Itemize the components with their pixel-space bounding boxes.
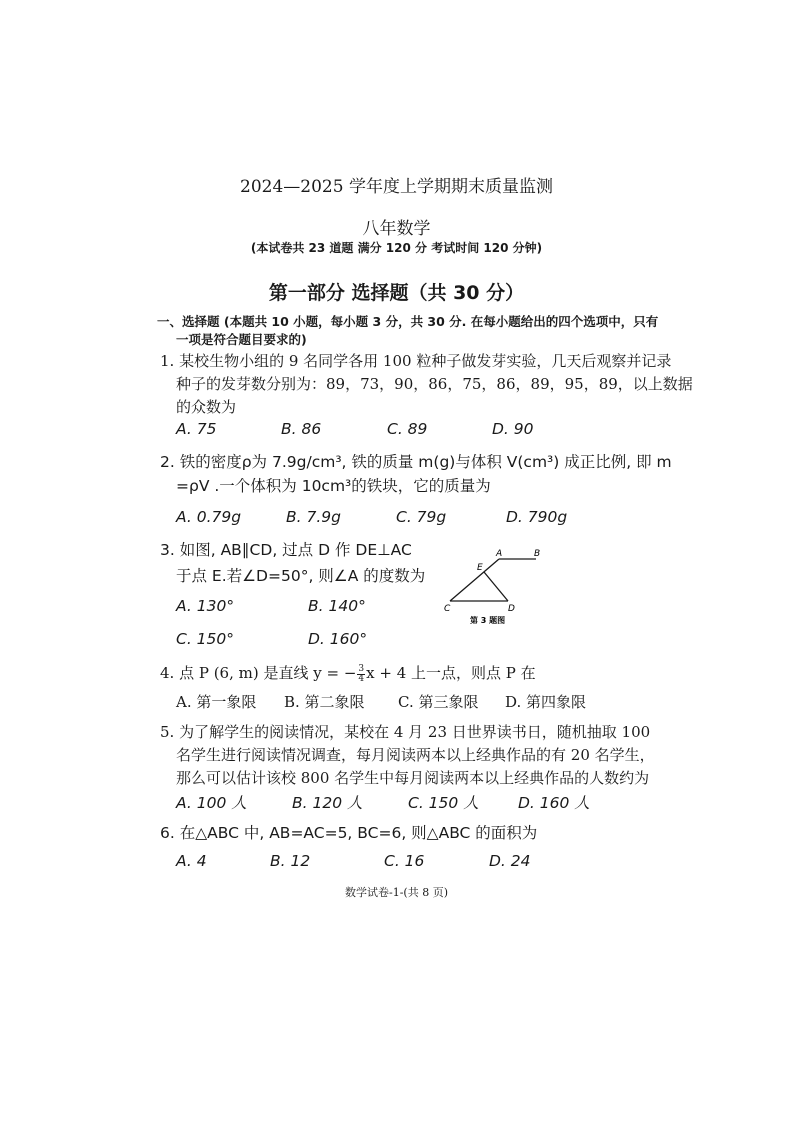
q5-line2: 名学生进行阅读情况调查，每月阅读两本以上经典作品的有 20 名学生， [176,746,655,764]
label-c: C [444,604,451,614]
q3-option-c: C. 150° [176,630,235,648]
page-footer: 数学试卷-1-(共 8 页) [344,886,448,899]
q4-option-c: C. 第三象限 [398,693,479,711]
q5-line1: 5. 为了解学生的阅读情况，某校在 4 月 23 日世界读书日，随机抽取 100 [160,723,651,741]
label-a: A [496,549,503,559]
q3-figure [440,545,550,630]
q4-suffix: x + 4 上一点，则点 P 在 [366,664,536,682]
figure-caption: 第 3 题图 [470,616,506,625]
q1-option-d: D. 90 [492,420,534,438]
q5-option-c: C. 150 人 [408,794,479,812]
label-b: B [534,549,541,559]
q5-option-a: A. 100 人 [176,794,247,812]
q6-line1: 6. 在△ABC 中, AB=AC=5, BC=6, 则△ABC 的面积为 [160,824,538,842]
q2-option-c: C. 79g [396,508,447,526]
q4-option-a: A. 第一象限 [176,693,257,711]
q3-option-b: B. 140° [308,597,366,615]
q1-line1: 1. 某校生物小组的 9 名同学各用 100 粒种子做发芽实验，几天后观察并记录 [160,352,672,370]
label-e: E [477,563,483,573]
q1-option-c: C. 89 [387,420,428,438]
label-d: D [508,604,515,614]
q5-option-b: B. 120 人 [292,794,363,812]
section-instruction-line1: 一、选择题 (本题共 10 小题，每小题 3 分，共 30 分. 在每小题给出的四个选项中，只有 [157,314,659,329]
q2-option-a: A. 0.79g [176,508,242,526]
part-heading: 第一部分 选择题（共 30 分） [268,282,525,304]
q4-frac-num: 3 [358,663,365,674]
q6-option-b: B. 12 [270,852,311,870]
q1-option-b: B. 86 [281,420,322,438]
segment-ac [450,559,499,601]
q6-option-d: D. 24 [489,852,531,870]
q5-option-d: D. 160 人 [518,794,590,812]
q4-fraction [357,665,365,684]
q1-line3: 的众数为 [176,398,237,416]
q3-option-a: A. 130° [176,597,235,615]
exam-note: (本试卷共 23 道题 满分 120 分 考试时间 120 分钟) [250,241,543,255]
q2-line1: 2. 铁的密度ρ为 7.9g/cm³, 铁的质量 m(g)与体积 V(cm³) 成正比例, 即 m [160,453,672,471]
segment-de [484,572,508,601]
q3-line2: 于点 E.若∠D=50°, 则∠A 的度数为 [176,567,426,585]
section-instruction-line2: 一项是符合题目要求的) [176,332,307,347]
q5-line3: 那么可以估计该校 800 名学生中每月阅读两本以上经典作品的人数约为 [176,769,650,787]
q3-option-d: D. 160° [308,630,368,648]
q6-option-a: A. 4 [176,852,207,870]
q4-line1 [160,662,536,684]
q2-option-d: D. 790g [506,508,568,526]
q6-option-c: C. 16 [384,852,425,870]
q4-frac-den: 4 [358,673,365,684]
q4-option-b: B. 第二象限 [284,693,365,711]
q4-prefix: 4. 点 P (6, m) 是直线 y = − [160,664,357,682]
q2-line2: =ρV .一个体积为 10cm³的铁块，它的质量为 [176,477,491,495]
q2-option-b: B. 7.9g [286,508,341,526]
q3-line1: 3. 如图, AB∥CD, 过点 D 作 DE⊥AC [160,541,412,559]
exam-title: 2024—2025 学年度上学期期末质量监测 [240,177,553,197]
q1-option-a: A. 75 [176,420,217,438]
q1-line2: 种子的发芽数分别为：89，73，90，86，75，86，89，95，89，以上数据 [176,375,693,393]
q4-option-d: D. 第四象限 [505,693,587,711]
exam-subject: 八年数学 [362,219,431,239]
